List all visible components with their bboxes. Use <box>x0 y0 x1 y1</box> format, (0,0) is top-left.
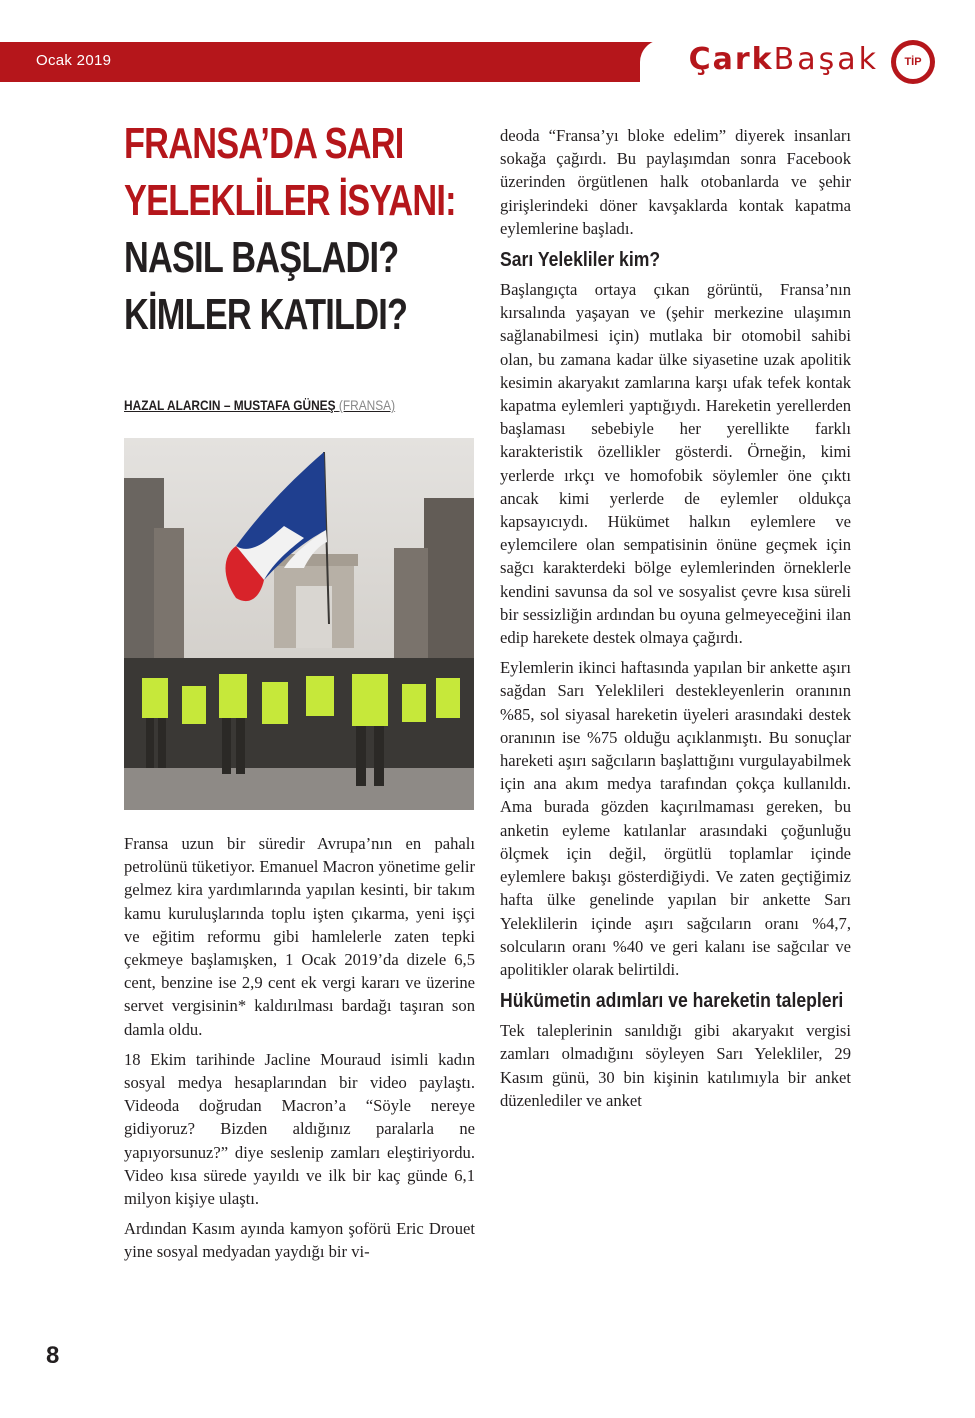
brand-part-1: Çark <box>688 42 774 77</box>
right-column <box>500 124 851 1119</box>
left-paragraph-2: 18 Ekim tarihinde Jacline Mouraud isimli kadın sosyal medya hesaplarından bir video paylaştı. Videoda doğrudan Macron’a “Söyle nereye gidiyoruz? Bizden aldığınız paralarla ne yapıyorsunuz?” diye seslenip zamları eleştiriyordu. Video kısa sürede yayıldı ve ilk bir kaç günde 6,1 milyon kişiye ulaştı. <box>124 1049 475 1209</box>
title-red-line-2: YELEKLİLER İSYANI: <box>124 176 456 225</box>
right-paragraph-4: Tek taleplerinin sanıldığı gibi akaryakıt vergisi zamları olmadığını söyleyen Sarı Yelekliler, 29 Kasım günü, 30 bin kişinin katılımıyla bir anket düzenlediler ve anket <box>500 1021 851 1110</box>
right-paragraph-3: Eylemlerin ikinci haftasında yapılan bir ankette aşırı sağdan Sarı Yeleklileri destekleyenlerin oranının %85, sol siyasal hareketin üyeleri arasındaki destek oranının ise %75 olduğu açıklanmıştı. Bu sonuçlar hareketi aşırı sağcıların başlattığını vurgulayabilmek için ana akım medya tarafından çokça kullanıldı. Ama burada gözden kaçırılmaması gereken, bu anketin eyleme katılanlar arasındaki çoğunluğu ölçmek için değil, örgütlü toplamlar içinde eylemlere bakışı gösterdiğiydi. Ve zaten geçtiğimiz hafta ülke genelinde yapılan bir ankette Sarı Yeleklilerin içinde aşırı sağcıların oranı %4,7, solcuların oranı %40 ve geri kalanı ise sağcılar ve apolitikler olarak belirtildi. <box>500 658 851 979</box>
authors: HAZAL ALARCIN – MUSTAFA GÜNEŞ <box>124 397 336 413</box>
left-paragraph-1: Fransa uzun bir süredir Avrupa’nın en pahalı petrolünü tüketiyor. Emanuel Macron yönetime gelir gelmez kira yardımlarında yapılan kesinti, bir takım kamu kuruluşlarında toplu işten çıkarma, yeni işçi ve eğitim reformu gibi hamlelerle zaten tepki çekmeye başlamışken, 1 Ocak 2019’da dizele 6,5 cent, benzine ise 2,9 cent ek vergi kararı ve üzerine servet vergisinin* kaldırılması bardağı taşıran son damla oldu. <box>124 834 475 1039</box>
article-title <box>124 115 483 343</box>
left-paragraph-3: Ardından Kasım ayında kamyon şoförü Eric Drouet yine sosyal medyadan yaydığı bir vi- <box>124 1219 475 1262</box>
author-location: (FRANSA) <box>338 397 396 413</box>
issue-date: Ocak 2019 <box>36 52 112 69</box>
logo-text: TİP <box>896 45 930 79</box>
title-red-line-1: FRANSA’DA SARI <box>124 119 404 168</box>
protest-photo-illustration <box>124 438 474 810</box>
subheading-who: Sarı Yelekliler kim? <box>500 249 661 272</box>
brand-part-2: Başak <box>773 42 879 77</box>
protest-photo <box>124 438 474 810</box>
magazine-brand <box>689 42 879 77</box>
tip-logo-icon <box>891 40 935 84</box>
page-number: 8 <box>46 1342 60 1369</box>
byline <box>124 397 395 413</box>
title-black-line-2: KİMLER KATILDI? <box>124 290 408 339</box>
subheading-government: Hükümetin adımları ve hareketin talepleri <box>500 990 844 1013</box>
right-paragraph-2: Başlangıçta ortaya çıkan görüntü, Fransa’nın kırsalında yaşayan ve (şehir merkezine ulaşımın sağlanabilmesi için) mutlaka bir otomobil sahibi olan, bu zamana kadar ülke siyasetine uzak apolitik kesimin akaryakıt zamlarına karşı ufak tefek kontak kapatma eylemleri yaptığıydı. Hareketin yerellerden başlaması sebebiyle her yerellikte farklı karakteristik özellikler gösterdi. Örneğin, kimi yerlerde ırkçı ve homofobik söylemler öne çıktı ancak kimi yerlerde de eylemler oldukça kapsayıcıydı. Hükümet halkın eylemlere ve eylemcilere olan sempatisinin önüne geçmek için sağcı karakterdeki bölge eylemlerinden örneklerle kendini savunsa da sol ve sosyalist çevre kısa süreli bir sessizliğin ardından bu oyuna gelmeyeceğini ilan edip harekete destek olmaya çağırdı. <box>500 280 851 648</box>
title-black-line-1: NASIL BAŞLADI? <box>124 233 399 282</box>
left-column <box>124 832 475 1271</box>
right-paragraph-1: deoda “Fransa’yı bloke edelim” diyerek insanları sokağa çağırdı. Bu paylaşımdan sonra Facebook üzerinden örgütlenen halk otobanlarda ve şehir girişlerindeki döner kavşaklarda kontak kapatma eylemlerine başladı. <box>500 126 851 238</box>
